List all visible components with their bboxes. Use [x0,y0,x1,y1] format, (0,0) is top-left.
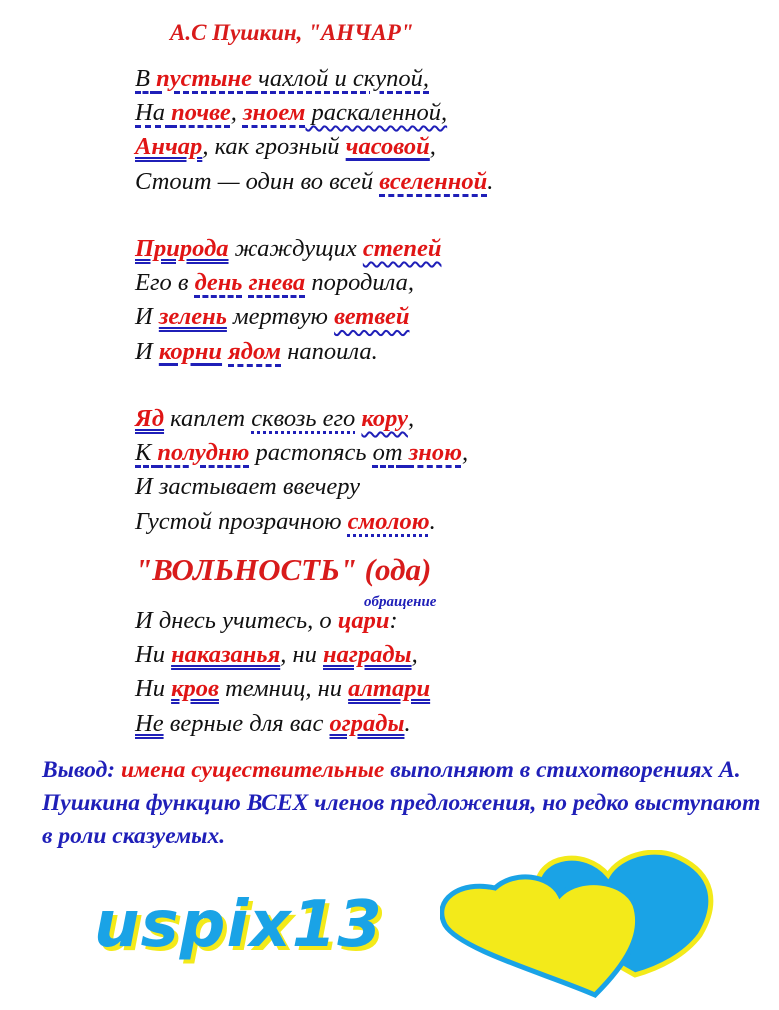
poem-text: раскаленной, [305,99,448,127]
poem-text: . [404,709,411,737]
poem-text: Ни [135,675,172,703]
poem-text: Его в [135,269,195,297]
noun-word: полудню [157,439,250,467]
stanza-1 [135,62,493,199]
poem-line [135,130,493,164]
noun-word: алтари [348,675,431,703]
poem-text: , как грозный [202,133,346,161]
poem-text: Густой прозрачною [135,507,348,535]
noun-word: часовой [345,133,430,161]
noun-word: день [194,269,243,297]
poem-text: К [135,439,158,467]
noun-word: кров [171,675,219,703]
poem-line [135,232,441,266]
poem-text: , [411,641,418,669]
poem-text: И днесь учитесь, о [135,607,338,634]
poem-text: жаждущих [228,235,363,262]
noun-word: зною [408,439,462,467]
yellow-heart-shape [442,877,638,995]
poem-text: мертвую [226,303,335,331]
poem-line [135,638,430,672]
noun-word: Анчар [135,133,203,161]
poem-line [135,62,493,96]
noun-word: ограды [329,709,405,737]
logo-text: uspix13 [94,888,383,962]
poem-text: породила, [305,269,414,297]
noun-word: почве [171,99,231,127]
poem-text: чахлой и скупой, [252,65,430,92]
poem-text: Стоит — один во всей [135,167,380,195]
annotation-label: обращение [364,594,437,610]
noun-word: корни [158,337,223,365]
noun-word: ветвей [334,303,410,331]
poem-text: сквозь его [251,405,356,432]
poem-text: , ни [280,641,323,669]
noun-word: ядом [228,337,282,365]
poem-line [135,707,430,741]
noun-word: цари [337,607,390,634]
poem-text: В [135,65,157,92]
stanza-4 [135,604,430,741]
poem-text: На [135,99,172,127]
poem-line [135,335,441,369]
poem-text: верные для вас [163,709,330,737]
noun-word: Яд [135,405,165,432]
conclusion-label: Вывод: [42,757,121,783]
conclusion-text: выполняют в стихотворениях А. Пушкина функцию ВСЕХ членов предложения, но редко выступают в роли сказуемых. [42,757,761,849]
poem-text: . [487,167,494,195]
noun-word: гнева [248,269,306,297]
poem-text: , [407,405,415,432]
poem-line [135,470,468,504]
poem-text: . [429,507,436,535]
poem-text: каплет [164,405,252,432]
poem-text: Не [135,709,164,737]
noun-word: степей [362,235,442,262]
poem-line [135,436,468,470]
poem-line [135,402,468,436]
poem-text: , [461,439,469,467]
noun-word: зелень [158,303,227,331]
poem-line [135,165,493,199]
noun-word: смолою [347,507,430,535]
poem-text: от [372,439,403,467]
hearts-icon [440,850,760,1000]
poem-text: И [135,303,159,331]
noun-word: вселенной [379,167,488,195]
noun-word: пустыне [156,65,253,92]
poem-text: , [429,133,436,161]
poem-line [135,300,441,334]
poem-line [135,266,441,300]
poem-text: темниц, ни [218,675,349,703]
conclusion-paragraph [42,754,762,853]
conclusion-highlight: имена существительные [120,757,385,783]
poem-title: А.С Пушкин, "АНЧАР" [170,20,414,45]
poem-text: Ни [135,641,172,669]
poem-line [135,96,493,130]
noun-word: зноем [242,99,306,127]
poem-line [135,672,430,706]
noun-word: Природа [135,235,229,262]
poem-text: И застывает ввечеру [135,473,361,501]
poem-text: И [135,337,159,365]
poem-text: : [389,607,398,634]
noun-word: кору [361,405,408,432]
poem-line [135,505,468,539]
poem-text: напоила. [281,337,378,365]
poem-text: , [230,99,243,127]
stanza-2 [135,232,441,369]
noun-word: наказанья [171,641,281,669]
poem-text: растопясь [249,439,373,467]
noun-word: награды [323,641,412,669]
poem-line [135,604,430,638]
section-heading: "ВОЛЬНОСТЬ" (ода) [135,552,432,587]
stanza-3 [135,402,468,539]
